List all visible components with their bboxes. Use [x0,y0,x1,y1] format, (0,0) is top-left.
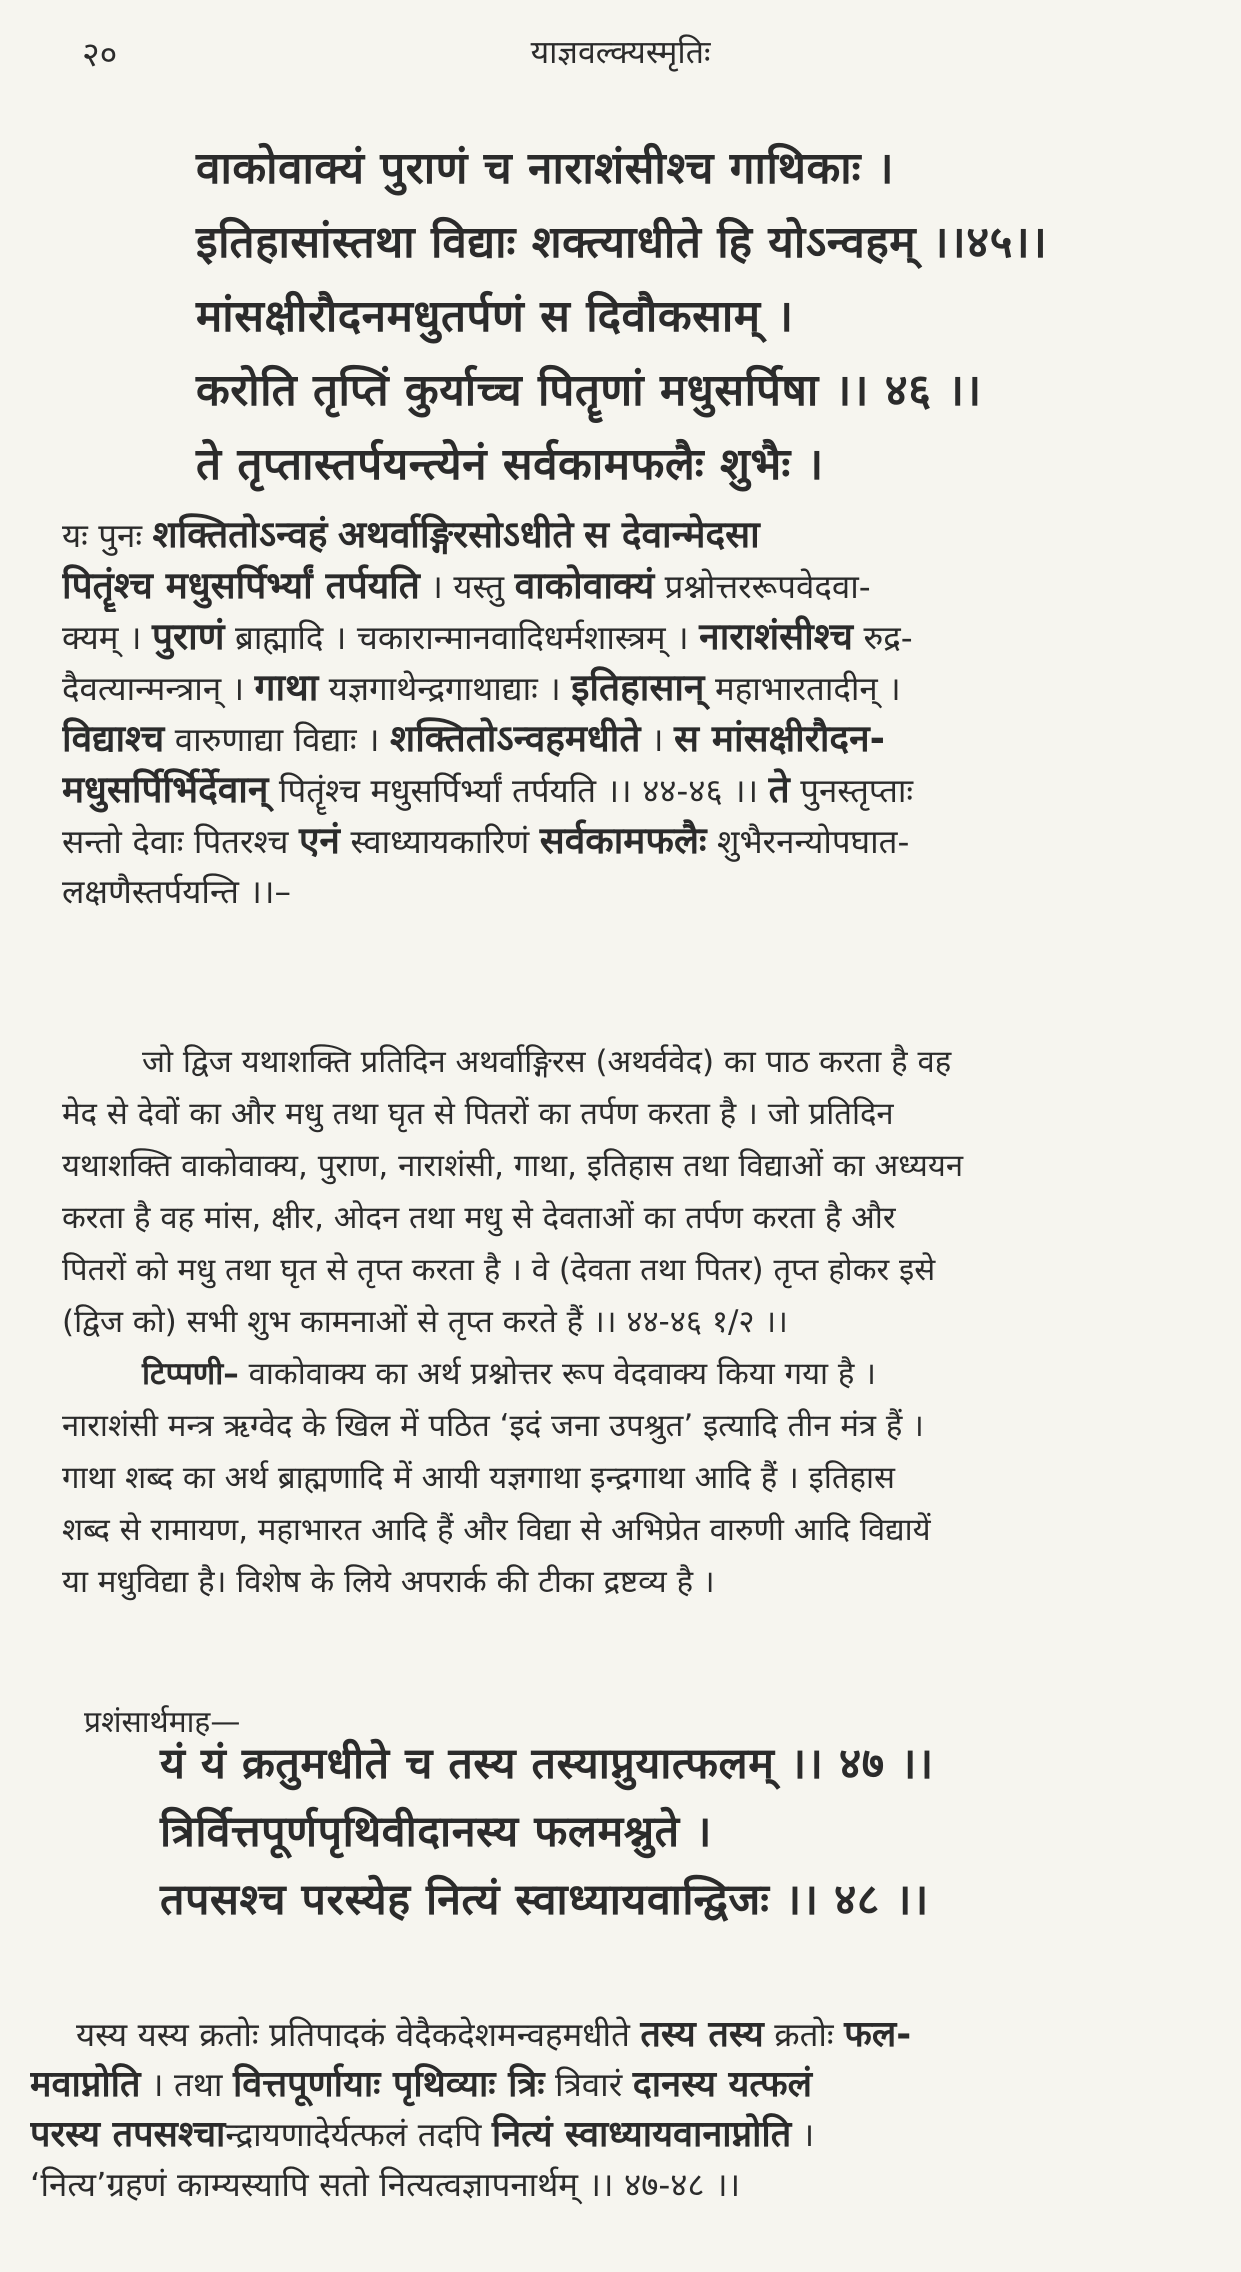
tippani-line: नाराशंसी मन्त्र ऋग्वेद के खिल में पठित ‘इदं जना उपश्रुत’ इत्यादि तीन मंत्र हैं । [62,1408,924,1444]
verse-line: त्रिर्वित्तपूर्णपृथिवीदानस्य फलमश्नुते । [160,1807,712,1857]
commentary-line: मवाप्नोति । तथा वित्तपूर्णायाः पृथिव्याः त्रिः त्रिवारं दानस्य यत्फलं [30,2064,813,2105]
tippani-label: टिप्पणी– [142,1356,239,1392]
commentary-line: यः पुनः शक्तितोऽन्वहं अथर्वाङ्गिरसोऽधीते स देवान्मेदसा [62,513,760,556]
sanskrit-commentary-2 [30,2010,1210,2210]
commentary-line: यस्य यस्य क्रतोः प्रतिपादकं वेदैकदेशमन्वहमधीते तस्य तस्य क्रतोः फल- [76,2014,912,2055]
page-header [0,30,1241,80]
tippani-line: गाथा शब्द का अर्थ ब्राह्मणादि में आयी यज्ञगाथा इन्द्रगाथा आदि हैं । इतिहास [62,1460,895,1496]
tippani-line: शब्द से रामायण, महाभारत आदि हैं और विद्या से अभिप्रेत वारुणी आदि विद्यायें [62,1512,931,1548]
verse-line: करोति तृप्तिं कुर्याच्च पितॄणां मधुसर्पिषा ।। ४६ ।। [196,365,982,416]
verse-line: मांसक्षीरौदनमधुतर्पणं स दिवौकसाम् । [196,291,794,342]
tippani-line: टिप्पणी– वाकोवाक्य का अर्थ प्रश्नोत्तर रूप वेदवाक्य किया गया है । [142,1356,876,1392]
verse-line: तपसश्च परस्येह नित्यं स्वाध्यायवान्द्विजः ।। ४८ ।। [160,1875,929,1925]
verse-line: यं यं क्रतुमधीते च तस्य तस्याप्नुयात्फलम् ।। ४७ ।। [160,1739,934,1789]
running-title: याज्ञवल्क्यस्मृतिः [530,33,711,71]
commentary-line: दैवत्यान्मन्त्रान् । गाथा यज्ञगाथेन्द्रगाथाद्याः । इतिहासान् महाभारतादीन् । [62,666,901,709]
commentary-line: क्यम् । पुराणं ब्राह्मादि । चकारान्मानवादिधर्मशास्त्रम् । नाराशंसीश्च रुद्र- [62,615,913,658]
commentary-line: मधुसर्पिर्भिर्देवान् पितॄंश्च मधुसर्पिर्भ्यां तर्पयति ।। ४४-४६ ।। ते पुनस्तृप्ताः [62,768,914,811]
commentary-line: ‘नित्य’ग्रहणं काम्यस्यापि सतो नित्यत्वज्ञापनार्थम् ।। ४७-४८ ।। [30,2165,741,2204]
hindi-line: (द्विज को) सभी शुभ कामनाओं से तृप्त करते हैं ।। ४४-४६ १/२ ।। [62,1304,788,1340]
hindi-translation [62,1036,1192,1608]
hindi-line: पितरों को मधु तथा घृत से तृप्त करता है । वे (देवता तथा पितर) तृप्त होकर इसे [62,1252,936,1288]
commentary-line: परस्य तपसश्चान्द्रायणादेर्यत्फलं तदपि नित्यं स्वाध्यायवानाप्नोति । [30,2114,815,2155]
verse-line: ते तृप्तास्तर्पयन्त्येनं सर्वकामफलैः शुभैः । [196,439,824,490]
verse-block-45-46 [196,132,1047,502]
hindi-line: यथाशक्ति वाकोवाक्य, पुराण, नाराशंसी, गाथा, इतिहास तथा विद्याओं का अध्ययन [62,1148,964,1184]
tippani-line: या मधुविद्या है। विशेष के लिये अपरार्क की टीका द्रष्टव्य है । [62,1564,715,1600]
sanskrit-commentary-1 [62,510,1202,917]
verse-line: इतिहासांस्तथा विद्याः शक्त्याधीते हि योऽन्वहम् ।।४५।। [196,217,1048,268]
verse-line: वाकोवाक्यं पुराणं च नाराशंसीश्च गाथिकाः । [196,143,895,194]
hindi-line: मेद से देवों का और मधु तथा घृत से पितरों का तर्पण करता है । जो प्रतिदिन [62,1096,894,1132]
hindi-line: करता है वह मांस, क्षीर, ओदन तथा मधु से देवताओं का तर्पण करता है और [62,1200,896,1236]
commentary-line: पितॄंश्च मधुसर्पिर्भ्यां तर्पयति । यस्तु वाकोवाक्यं प्रश्नोत्तररूपवेदवा- [62,564,871,607]
commentary-line: लक्षणैस्तर्पयन्ति ।।– [62,872,291,911]
page-number: २० [82,35,118,75]
intro-label: प्रशंसार्थमाह— [84,1705,241,1740]
commentary-line: विद्याश्च वारुणाद्या विद्याः । शक्तितोऽन्वहमधीते । स मांसक्षीरौदन- [62,717,885,760]
commentary-line: सन्तो देवाः पितरश्च एनं स्वाध्यायकारिणं सर्वकामफलैः शुभैरनन्योपघात- [62,819,910,862]
hindi-line: जो द्विज यथाशक्ति प्रतिदिन अथर्वाङ्गिरस (अथर्ववेद) का पाठ करता है वह [142,1044,952,1080]
verse-block-47-48 [160,1730,934,1934]
